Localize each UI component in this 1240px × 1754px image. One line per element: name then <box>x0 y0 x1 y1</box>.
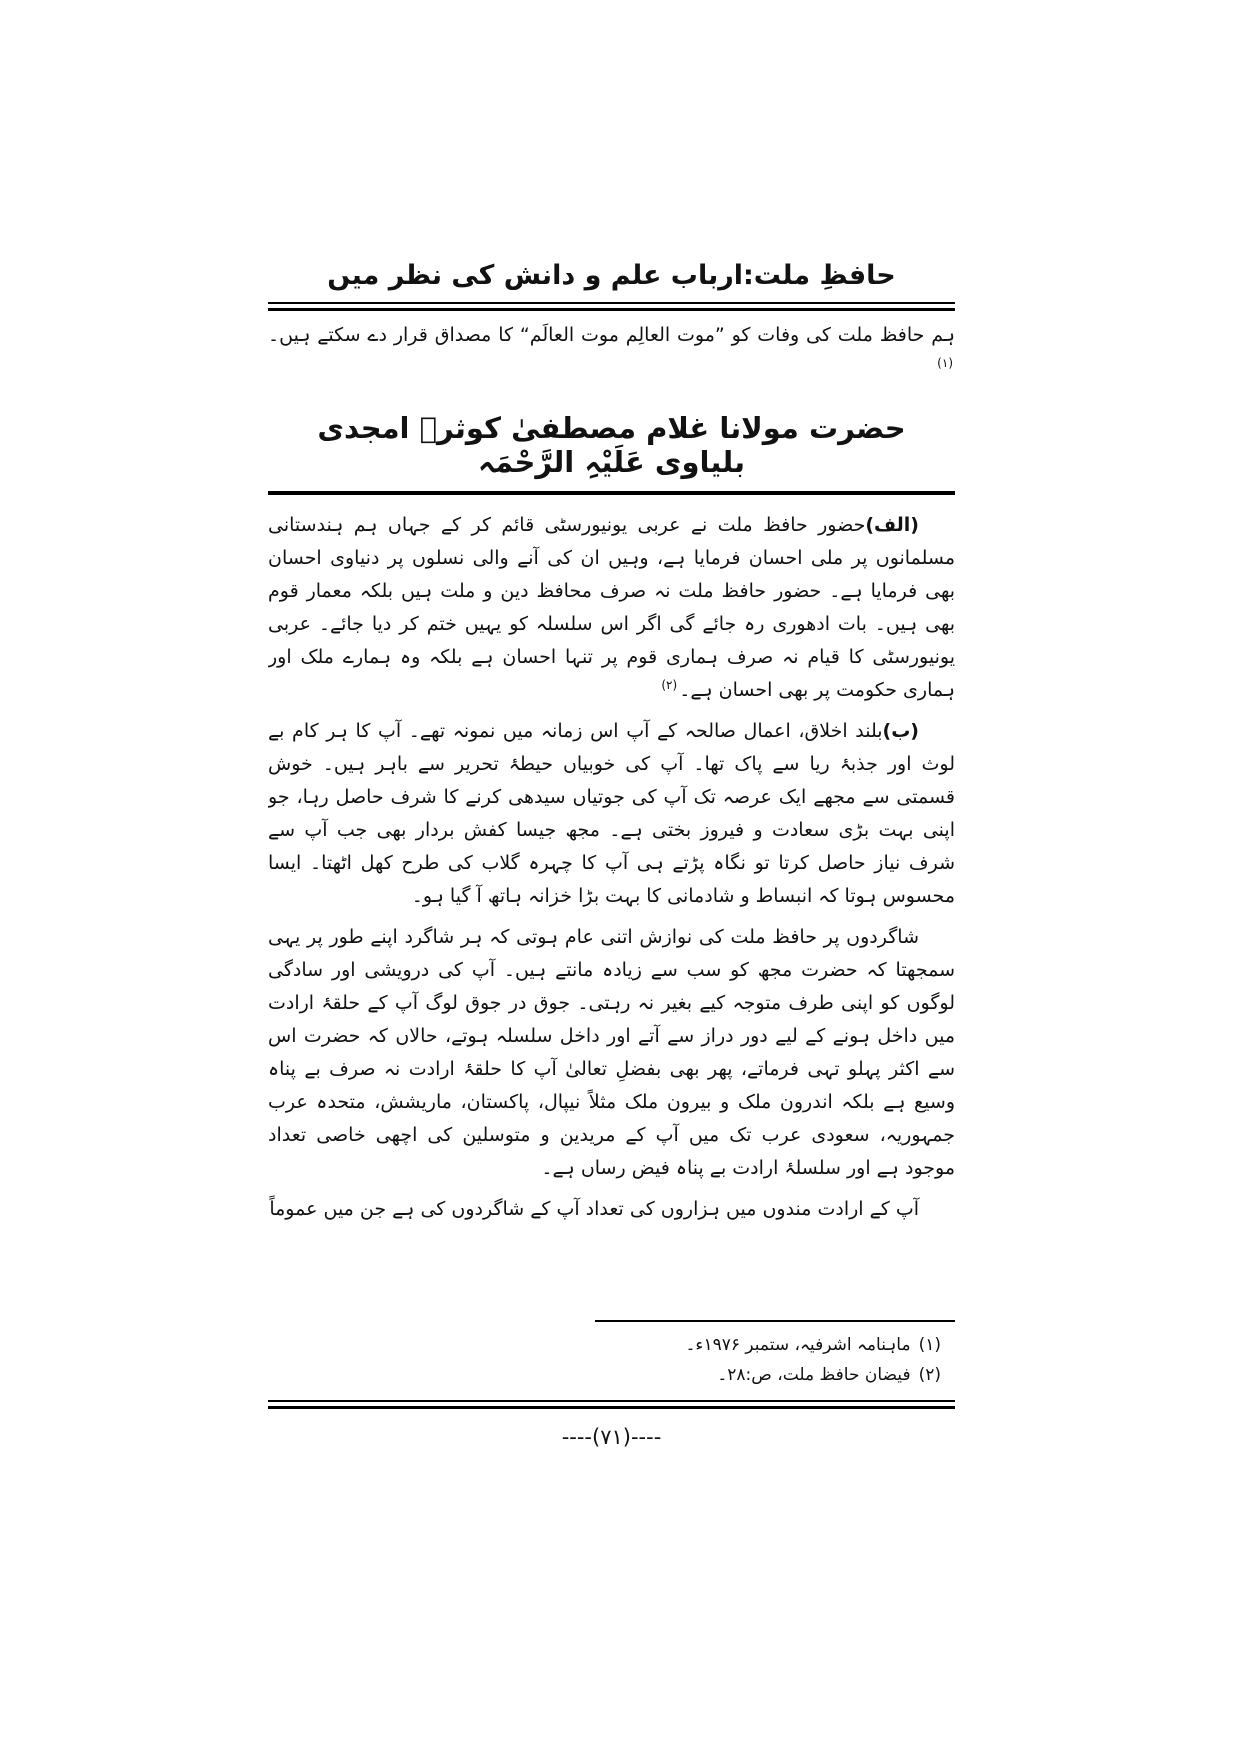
running-header-title: حافظِ ملت:ارباب علم و دانش کی نظر میں <box>327 260 896 291</box>
paragraph-disciples <box>268 1193 955 1226</box>
footnote-ref-2: (۲) <box>661 677 678 692</box>
paragraph-disciples-text: آپ کے ارادت مندوں میں ہزاروں کی تعداد آپ کے شاگردوں کی ہے جن میں عموماً <box>269 1198 919 1221</box>
paragraph-be <box>268 715 955 913</box>
paragraph-students-text: شاگردوں پر حافظ ملت کی نوازش اتنی عام ہوتی کہ ہر شاگرد اپنے طور پر یہی سمجھتا کہ حضرت مجھ کو سب سے زیادہ مانتے ہیں۔ آپ کی درویشی اور سادگی لوگوں کو اپنی طرف متوجہ کیے بغیر نہ رہتی۔ جوق در جوق لوگ آپ کے حلقۂ ارادت میں داخل ہونے کے لیے دور دراز سے آتے اور داخل سلسلہ ہوتے، حالاں کہ حضرت اس سے اکثر پہلو تہی فرماتے، پھر بھی بفضلِ تعالیٰ آپ کا حلقۂ ارادت نہ صرف بے پناہ وسیع ہے بلکہ اندرون ملک و بیرون ملک مثلاً نیپال، پاکستان، ماریشش، متحدہ عرب جمہوریہ، سعودی عرب تک میں آپ کے مریدین و متوسلین کی اچھی خاصی تعداد موجود ہے اور سلسلۂ ارادت بے پناہ فیض رساں ہے۔ <box>268 926 955 1180</box>
paragraph-students <box>268 921 955 1185</box>
paragraph-alif-label: (الف) <box>865 514 919 537</box>
paragraph-be-label: (ب) <box>882 720 919 743</box>
footnote-1-marker: (۱) <box>918 1335 941 1355</box>
paragraph-alif-text: حضور حافظ ملت نے عربی یونیورسٹی قائم کر کے جہاں ہم ہندستانی مسلمانوں پر ملی احسان فرمایا ہے، وہیں ان کی آنے والی نسلوں پر دنیاوی احسان بھی فرمایا ہے۔ حضور حافظ ملت نہ صرف محافظ دین و ملت ہیں بلکہ معمار قوم بھی ہیں۔ بات ادھوری رہ جائے گی اگر اس سلسلہ کو یہیں ختم کر دیا جائے۔ عربی یونیورسٹی کا قیام نہ صرف ہماری قوم پر تنہا احسان ہے بلکہ وہ ہمارے ملک اور ہماری حکومت پر بھی احسان ہے۔ <box>268 514 955 702</box>
intro-quote-text: ہم حافظ ملت کی وفات کو ”موت العالِم موت العالَم“ کا مصداق قرار دے سکتے ہیں۔ <box>268 324 955 347</box>
section-heading <box>268 411 955 495</box>
intro-quote-paragraph <box>268 319 955 385</box>
footnote-1-text: ماہنامہ اشرفیہ، ستمبر ۱۹۷۶ء۔ <box>685 1335 911 1355</box>
paragraph-be-text: بلند اخلاق، اعمال صالحہ کے آپ اس زمانہ میں نمونہ تھے۔ آپ کا ہر کام بے لوث اور جذبۂ ریا سے پاک تھا۔ آپ کی خوبیاں حیطۂ تحریر سے باہر ہیں۔ خوش قسمتی سے مجھے ایک عرصہ تک آپ کی جوتیاں سیدھی کرنے کا شرف حاصل رہا، جو اپنی بہت بڑی سعادت و فیروز بختی ہے۔ مجھ جیسا کفش بردار بھی جب آپ سے شرف نیاز حاصل کرتا تو نگاہ پڑتے ہی آپ کا چہرہ گلاب کی طرح کھل اٹھتا۔ ایسا محسوس ہوتا کہ انبساط و شادمانی کا بہت بڑا خزانہ ہاتھ آ گیا ہو۔ <box>268 720 955 908</box>
page-content <box>268 258 955 1226</box>
footnote-2-marker: (۲) <box>918 1365 941 1385</box>
footnote-2 <box>268 1360 955 1390</box>
footnote-1 <box>268 1330 955 1360</box>
page-number: ----(۷۱)---- <box>561 1425 662 1449</box>
footer-double-rule <box>268 1400 955 1409</box>
footnote-ref-1: (۱) <box>937 355 953 370</box>
header-double-rule <box>268 302 955 311</box>
paragraph-alif <box>268 509 955 707</box>
body-text-block <box>268 311 955 1226</box>
footnote-2-text: فیضان حافظ ملت، ص:۲۸۔ <box>717 1365 911 1385</box>
footnote-separator-rule <box>595 1320 955 1322</box>
page-footer <box>268 1320 955 1449</box>
section-heading-text: حضرت مولانا غلام مصطفیٰ کوثرؔ امجدی بلیاوی عَلَیْہِ الرَّحْمَہ <box>268 411 955 495</box>
